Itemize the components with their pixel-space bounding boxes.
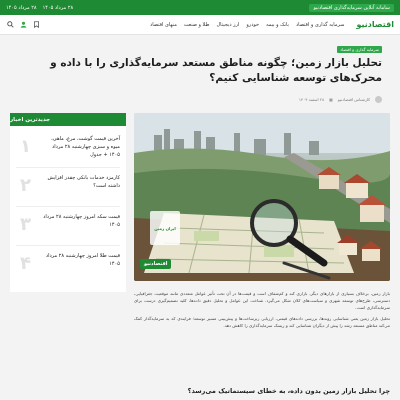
- news-item[interactable]: [16, 132, 120, 168]
- news-item-title[interactable]: کارمزد خدمات بانکی چقدر افزایش داشته است؟: [47, 175, 120, 189]
- latest-news-sidebar: [10, 113, 126, 292]
- bookmark-icon[interactable]: [32, 21, 40, 29]
- site-logo[interactable]: اقتصادنیو: [356, 20, 394, 29]
- news-item-number: ۲: [20, 175, 31, 196]
- author-name[interactable]: کارشناس اقتصادنیو: [337, 97, 370, 102]
- news-item[interactable]: [16, 249, 120, 285]
- news-item-number: ۴: [20, 253, 31, 274]
- user-icon[interactable]: [19, 21, 27, 29]
- article-meta: [299, 96, 382, 103]
- body-paragraph: بازار زمین، برخلاف بسیاری از بازارهای دیگر، بازاری کند و کم‌شفاف است و قیمت‌ها در آن تحت تأثیر عوامل متعددی مانند موقعیت جغرافیایی، دسترسی، طرح‌های توسعه شهری و سیاست‌های کلان شکل می‌گیرد. شناخت این عوامل و تحلیل دقیق داده‌ها، کلید تصمیم‌گیری درست برای سرمایه‌گذاری است.: [134, 291, 390, 310]
- calendar-icon: ▦: [329, 97, 333, 102]
- news-item-title[interactable]: قیمت طلا امروز چهارشنبه ۲۸ مرداد ۱۴۰۵: [45, 253, 120, 267]
- news-item-title[interactable]: قیمت سکه امروز چهارشنبه ۲۸ مرداد ۱۴۰۵: [43, 214, 120, 228]
- hero-scene: [134, 113, 390, 281]
- menu-item[interactable]: ارز دیجیتال: [216, 21, 240, 28]
- news-item-number: ۱: [20, 136, 31, 157]
- article-subheading: چرا تحلیل بازار زمین بدون داده، به خطای سیستماتیک می‌رسد؟: [187, 387, 390, 395]
- menu-item[interactable]: طلا و صنعت: [183, 21, 210, 28]
- topbar-pill[interactable]: سامانه آنلاین سرمایه‌گذاری اقتصادنیو: [309, 4, 394, 12]
- sidebar-heading: جدیدترین اخبار: [10, 113, 126, 126]
- menu-item[interactable]: خودرو: [246, 21, 260, 28]
- topbar-date: ۲۸ مرداد ۱۴۰۵: [42, 4, 74, 11]
- top-bar: [0, 0, 400, 15]
- main-menu: [150, 22, 344, 28]
- body-paragraph: تحلیل بازار زمین یعنی شناسایی روندها، بررسی داده‌های قیمتی، ارزیابی زیرساخت‌ها و پیش‌بینی مسیر توسعه؛ فرایندی که به سرمایه‌گذار کمک می‌کند مناطق مستعد رشد را پیش از دیگران شناسایی کند و ریسک سرمایه‌گذاری را کاهش دهد.: [134, 316, 390, 328]
- menu-item[interactable]: بانک و بیمه: [266, 21, 289, 28]
- category-tag[interactable]: سرمایه گذاری و اقتصاد: [337, 46, 382, 53]
- menu-item[interactable]: منهای اقتصاد: [149, 21, 177, 28]
- main-nav: [0, 15, 400, 35]
- news-item-number: ۳: [20, 214, 31, 235]
- article-title: تحلیل بازار زمین؛ چگونه مناطق مستعد سرمایه‌گذاری را با داده و محرک‌های توسعه شناسایی کنیم؟: [50, 57, 382, 84]
- watermark-logo: [150, 211, 180, 245]
- article-date: ۲۸ اسفند ۱۴۰۴: [298, 97, 325, 102]
- author-avatar: [375, 96, 382, 103]
- hero-image: [134, 113, 390, 281]
- hero-brand-logo: اقتصادنیو: [140, 259, 171, 269]
- news-item[interactable]: [16, 171, 120, 207]
- news-item[interactable]: [16, 210, 120, 246]
- topbar-date-2: ۲۸ مرداد ۱۴۰۵: [6, 4, 37, 11]
- news-item-title[interactable]: آخرین قیمت گوشت، مرغ، ماهی، میوه و سبزی چهارشنبه ۲۸ مرداد ۱۴۰۵ + جدول: [51, 136, 120, 158]
- topbar-dates: [6, 5, 73, 11]
- menu-item[interactable]: سرمایه گذاری و اقتصاد: [295, 21, 345, 28]
- search-icon[interactable]: [6, 21, 14, 29]
- article-body: [134, 290, 390, 333]
- watermark-text: ایران زمین: [154, 225, 176, 231]
